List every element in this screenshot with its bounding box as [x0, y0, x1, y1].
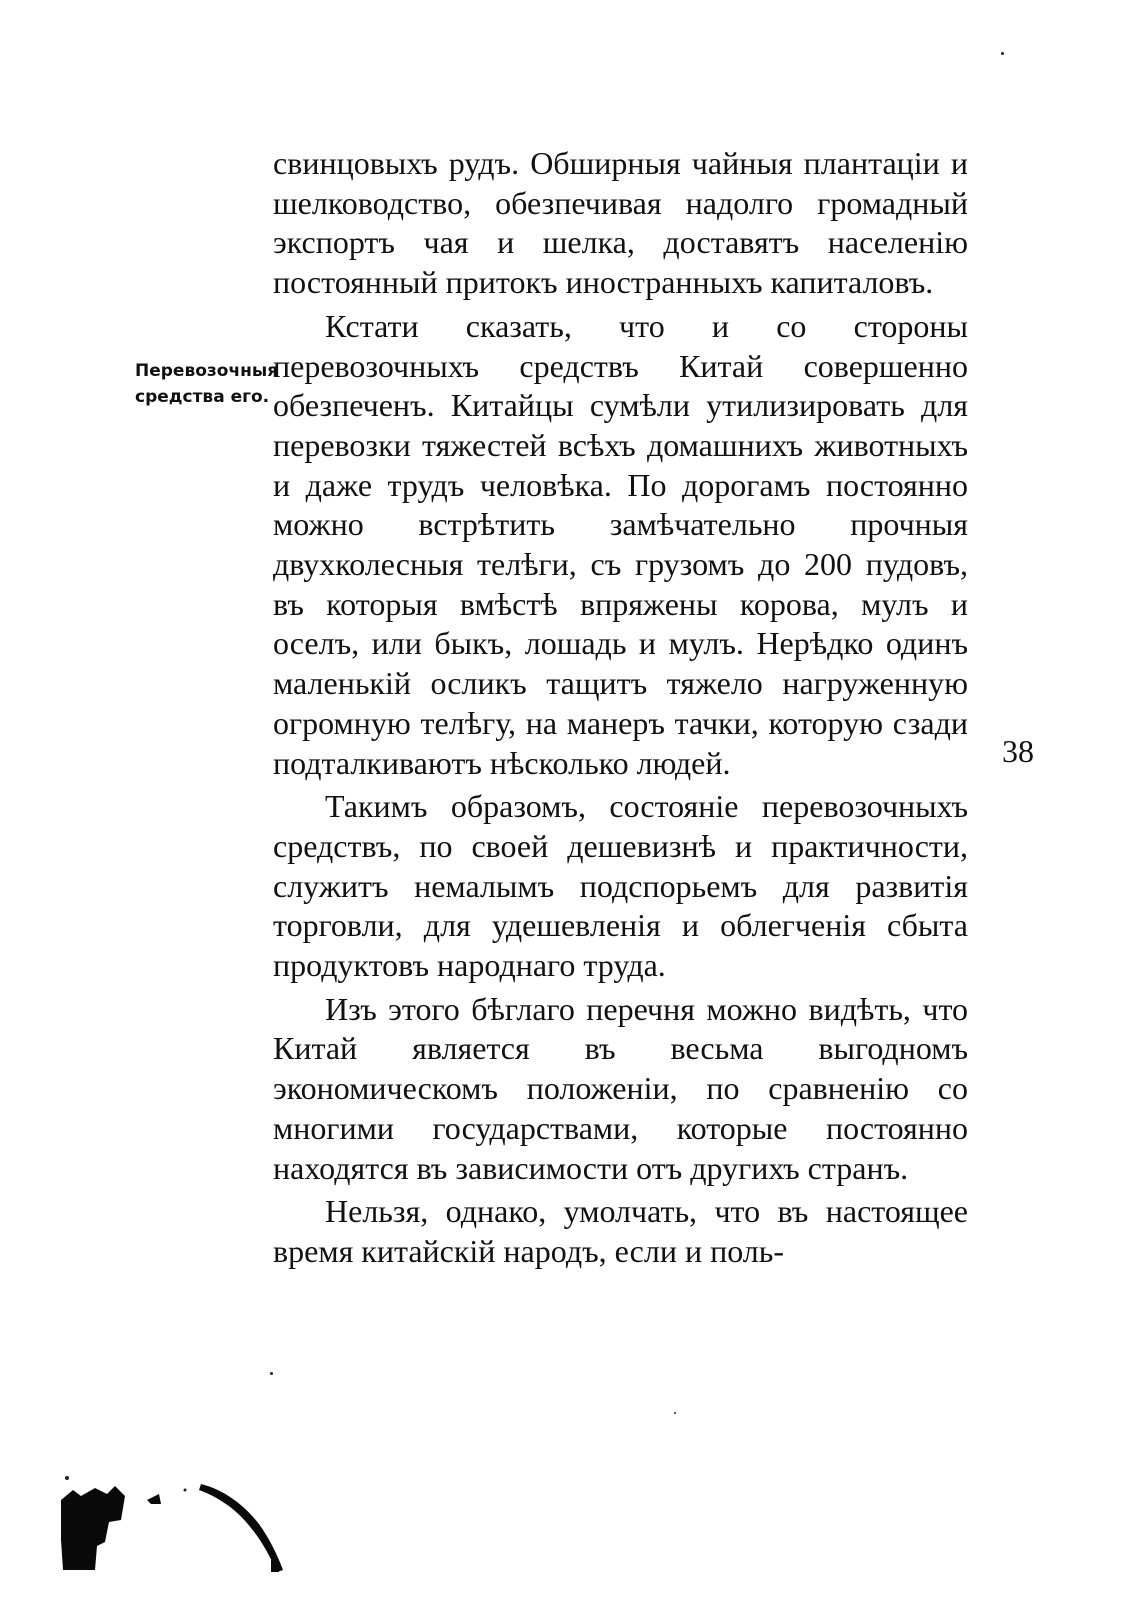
scan-speck	[674, 1412, 676, 1414]
scan-speck	[1001, 52, 1004, 55]
scan-artifact	[55, 1460, 295, 1580]
margin-note	[135, 358, 278, 410]
paragraph-5: Нельзя, однако, умолчать, что въ настоящее время китайскiй народъ, если и поль-	[273, 1193, 968, 1269]
scan-speck	[270, 1372, 273, 1375]
page-number: 38	[1002, 733, 1034, 769]
paragraph-4: Изъ этого бѣглаго перечня можно видѣть, что Китай является въ весьма выгодномъ экономическомъ положенiи, по сравненiю со многими государствами, которые постоянно находятся въ зависимости отъ другихъ странъ.	[273, 990, 968, 1186]
paragraph-2: Кстати сказать, что и со стороны перевозочныхъ средствъ Китай совершенно обезпеченъ. Китайцы сумѣли утилизировать для перевозки тяжестей всѣхъ домашнихъ животныхъ и даже трудъ человѣка. По дорогамъ постоянно можно встрѣтить замѣчательно прочныя двухколесныя телѣги, съ грузомъ до 200 пудовъ, въ которыя вмѣстѣ впряжены корова, мулъ и оселъ, или быкъ, лошадь и мулъ. Нерѣдко одинъ маленькiй осликъ тащитъ тяжело нагруженную огромную телѣгу, на манеръ тачки, которую сзади подталкиваютъ нѣсколько людей.	[273, 307, 968, 781]
margin-note-line-1: Перевозочныя	[135, 361, 279, 381]
paragraph-3: Такимъ образомъ, состоянiе перевозочныхъ средствъ, по своей дешевизнѣ и практичности, служитъ немалымъ подспорьемъ для развитiя торговли, для удешевленiя и облегченiя сбыта продуктовъ народнаго труда.	[273, 788, 968, 984]
paragraph-1: свинцовыхъ рудъ. Обширныя чайныя плантацiи и шелководство, обезпечивая надолго громадный экспортъ чая и шелка, доставятъ населенiю постоянный притокъ иностранныхъ капиталовъ.	[273, 145, 968, 301]
body-text	[273, 144, 968, 1272]
margin-note-line-2: средства его.	[135, 387, 270, 407]
